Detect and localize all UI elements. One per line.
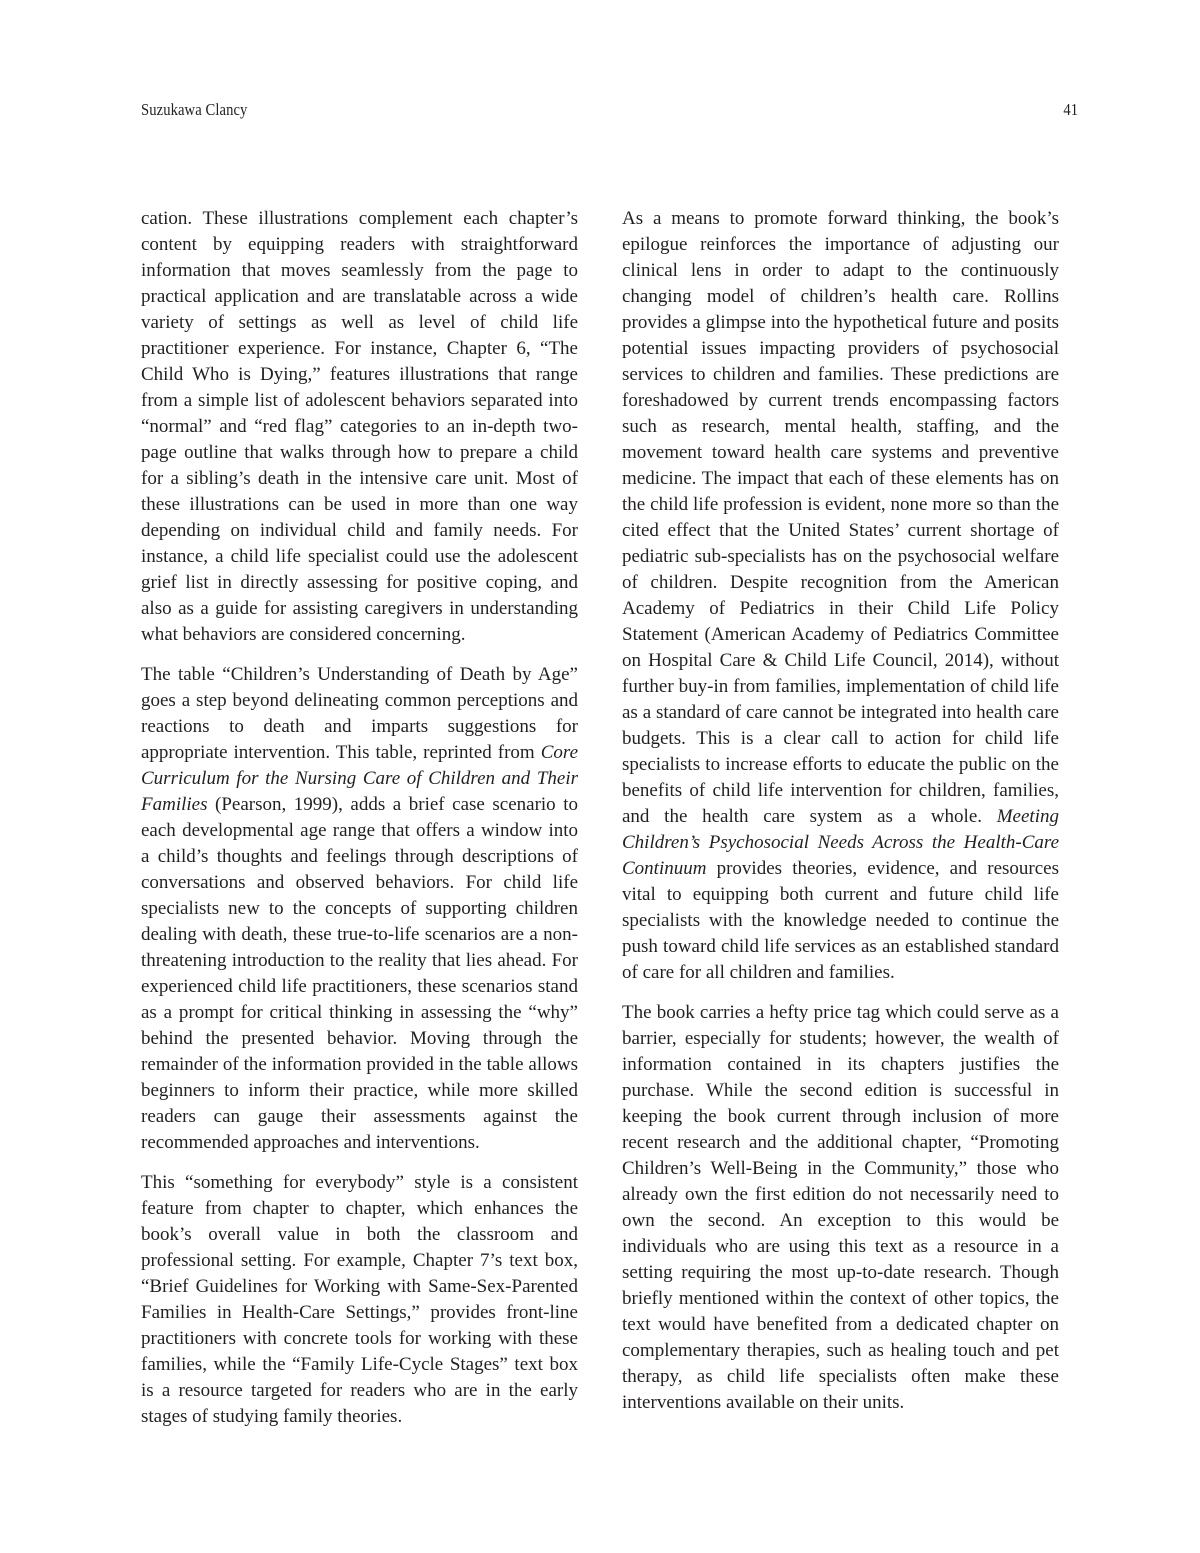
page-number: 41: [1063, 100, 1078, 119]
book-title: Core Curriculum for the Nursing Care of Children and Their Families: [141, 742, 578, 815]
running-head: Suzukawa Clancy: [141, 100, 248, 119]
paragraph: The book carries a hefty price tag which could serve as a barrier, especially for students; however, the wealth of information contained in its chapters justifies the purchase. While the second edition is successful in keeping the book current through inclusion of more recent research and the additional chapter, “Promoting Children’s Well-Being in the Community,” those who already own the first edition do not necessarily need to own the second. An exception to this would be individuals who are using this text as a resource in a setting requiring the most up-to-date research. Though briefly mentioned within the context of other topics, the text would have benefited from a dedicated chapter on complementary therapies, such as healing touch and pet therapy, as child life specialists often make these interventions available on their units.: [622, 1002, 1059, 1413]
paragraph-text: The table “Children’s Understanding of Death by Age” goes a step beyond delineating common perceptions and reactions to death and imparts suggestions for appropriate intervention. This table, reprinted from: [141, 664, 578, 763]
paragraph-text: provides theories, evidence, and resources vital to equipping both current and future child life specialists with the knowledge needed to continue the push toward child life services as an established standard of care for all children and families.: [622, 858, 1059, 983]
book-title: Meeting Children’s Psychosocial Needs Across the Health-Care Continuum: [622, 806, 1059, 879]
paragraph: [622, 206, 1059, 986]
paragraph: This “something for everybody” style is a consistent feature from chapter to chapter, which enhances the book’s overall value in both the classroom and professional setting. For example, Chapter 7’s text box, “Brief Guidelines for Working with Same-Sex-Parented Families in Health-Care Settings,” provides front-line practitioners with concrete tools for working with these families, while the “Family Life-Cycle Stages” text box is a resource targeted for readers who are in the early stages of studying family theories.: [141, 1172, 578, 1427]
paragraph-text: (Pearson, 1999), adds a brief case scenario to each developmental age range that offers a window into a child’s thoughts and feelings through descriptions of conversations and observed behaviors. For child life specialists new to the concepts of supporting children dealing with death, these true-to-life scenarios are a non-threatening introduction to the reality that lies ahead. For experienced child life practitioners, these scenarios stand as a prompt for critical thinking in assessing the “why” behind the presented behavior. Moving through the remainder of the information provided in the table allows beginners to inform their practice, while more skilled readers can gauge their assessments against the recommended approaches and interventions.: [141, 794, 578, 1153]
left-column: [141, 206, 578, 1430]
paragraph: [141, 662, 578, 1156]
right-column: [622, 206, 1059, 1416]
paragraph: cation. These illustrations complement each chapter’s content by equipping readers with straightforward information that moves seamlessly from the page to practical application and are translatable across a wide variety of settings as well as level of child life practitioner experience. For instance, Chapter 6, “The Child Who is Dying,” features illustrations that range from a simple list of adolescent behaviors separated into “normal” and “red flag” categories to an in-depth two-page outline that walks through how to prepare a child for a sibling’s death in the intensive care unit. Most of these illustrations can be used in more than one way depending on individual child and family needs. For instance, a child life specialist could use the adolescent grief list in directly assessing for positive coping, and also as a guide for assisting caregivers in understanding what behaviors are considered concerning.: [141, 208, 578, 645]
paragraph-text: As a means to promote forward thinking, the book’s epilogue reinforces the importance of adjusting our clinical lens in order to adapt to the continuously changing model of children’s health care. Rollins provides a glimpse into the hypothetical future and posits potential issues impacting providers of psychosocial services to children and families. These predictions are foreshadowed by current trends encompassing factors such as research, mental health, staffing, and the movement toward health care systems and preventive medicine. The impact that each of these elements has on the child life profession is evident, none more so than the cited effect that the United States’ current shortage of pediatric sub-specialists has on the psychosocial welfare of children. Despite recognition from the American Academy of Pediatrics in their Child Life Policy Statement (American Academy of Pediatrics Committee on Hospital Care & Child Life Council, 2014), without further buy-in from families, implementation of child life as a standard of care cannot be integrated into health care budgets. This is a clear call to action for child life specialists to increase efforts to educate the public on the benefits of child life intervention for children, families, and the health care system as a whole.: [622, 208, 1059, 827]
